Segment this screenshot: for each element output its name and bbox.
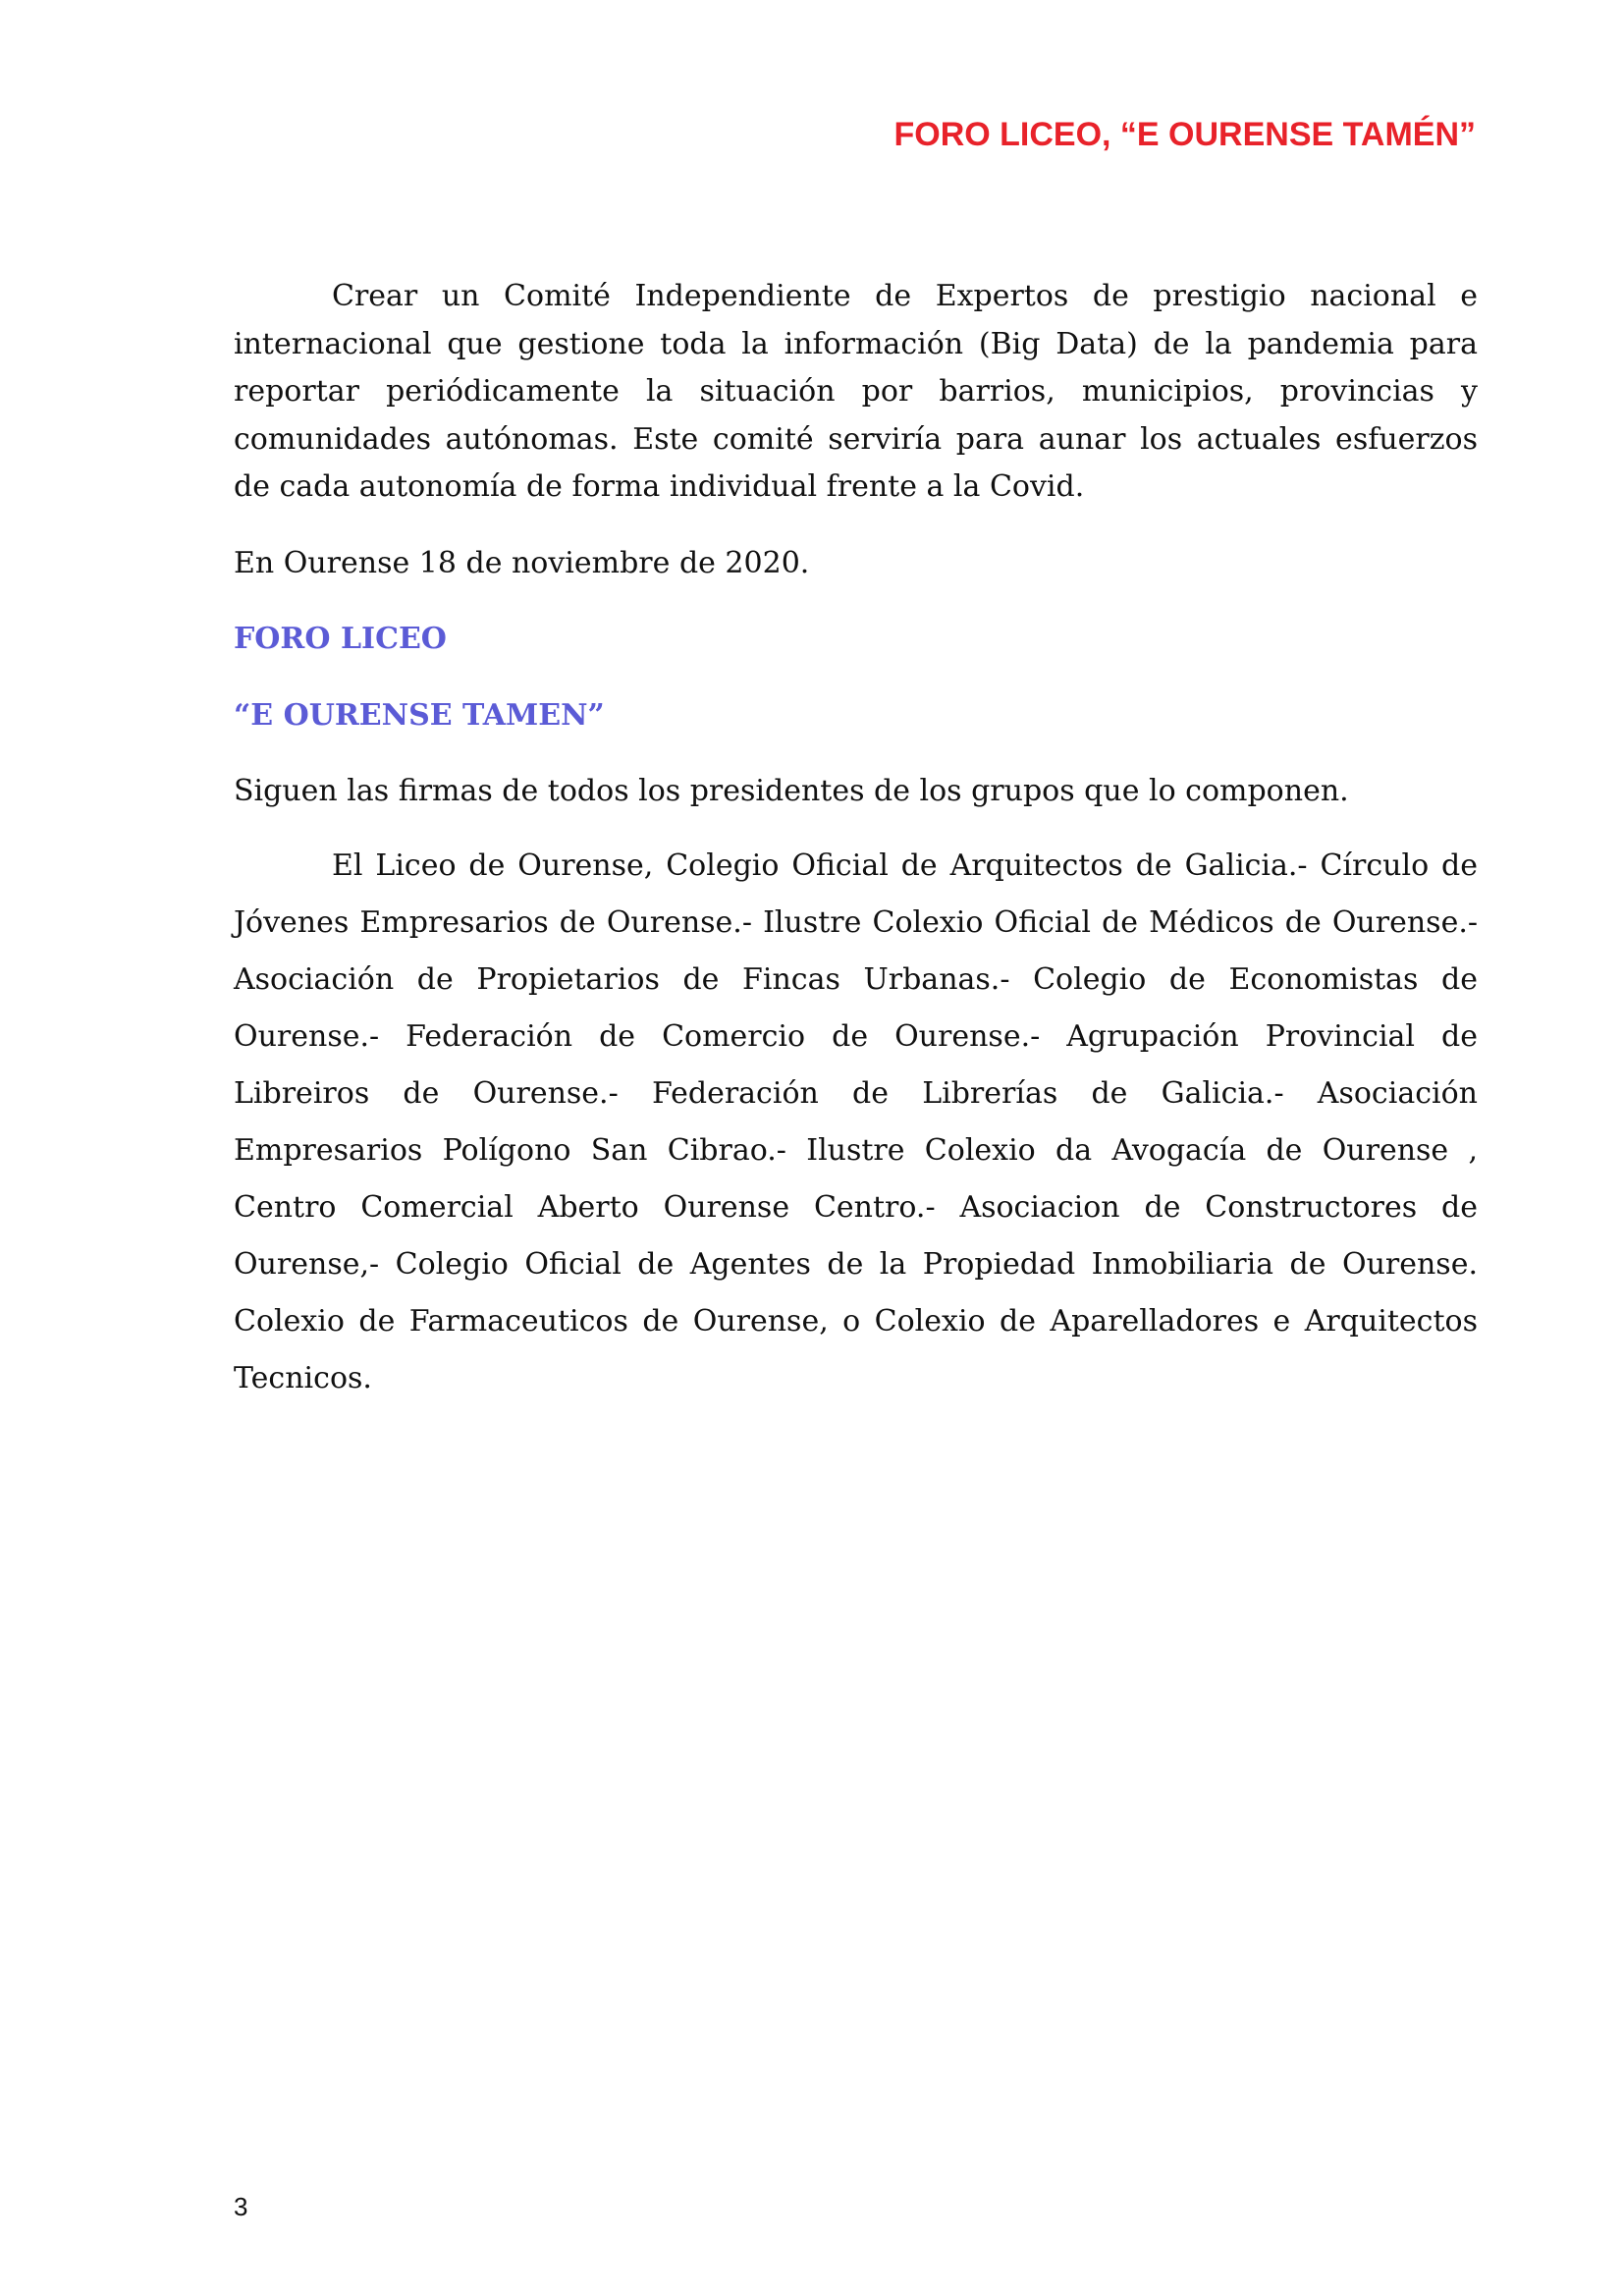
paragraph-expert-committee: Crear un Comité Independiente de Expertos de prestigio nacional e internacional que gestione toda la información (Big Data) de la pandemia para reportar periódicamente la situación por barrios, municipios, provincias y comunidades autónomas. Este comité serviría para aunar los actuales esfuerzos de cada autonomía de forma individual frente a la Covid. (234, 279, 1478, 504)
signoff-ourense-tamen: “E OURENSE TAMEN” (234, 698, 605, 733)
document-body (234, 273, 1478, 512)
page-number: 3 (234, 2192, 248, 2221)
date-line-block (234, 540, 1478, 587)
signoff-foro-liceo: FORO LICEO (234, 622, 447, 656)
date-line: En Ourense 18 de noviembre de 2020. (234, 546, 810, 580)
signoff-block-1 (234, 616, 1478, 663)
members-paragraph: El Liceo de Ourense, Colegio Oficial de Arquitectos de Galicia.- Círculo de Jóvenes Empresarios de Ourense.- Ilustre Colexio Oficial de Médicos de Ourense.- Asociación de Propietarios de Fincas Urbanas.- Colegio de Economistas de Ourense.- Federación de Comercio de Ourense.- Agrupación Provincial de Libreiros de Ourense.- Federación de Librerías de Galicia.- Asociación Empresarios Polígono San Cibrao.- Ilustre Colexio da Avogacía de Ourense , Centro Comercial Aberto Ourense Centro.- Asociacion de Constructores de Ourense,- Colegio Oficial de Agentes de la Propiedad Inmobiliaria de Ourense. Colexio de Farmaceuticos de Ourense, o Colexio de Aparelladores e Arquitectos Tecnicos. (234, 848, 1478, 1395)
signatures-intro-block (234, 768, 1478, 815)
signoff-block-2 (234, 692, 1478, 739)
header-title: FORO LICEO, “E OURENSE TAMÉN” (893, 116, 1476, 153)
members-block (234, 838, 1478, 1407)
signatures-intro: Siguen las firmas de todos los presidentes de los grupos que lo componen. (234, 774, 1349, 808)
